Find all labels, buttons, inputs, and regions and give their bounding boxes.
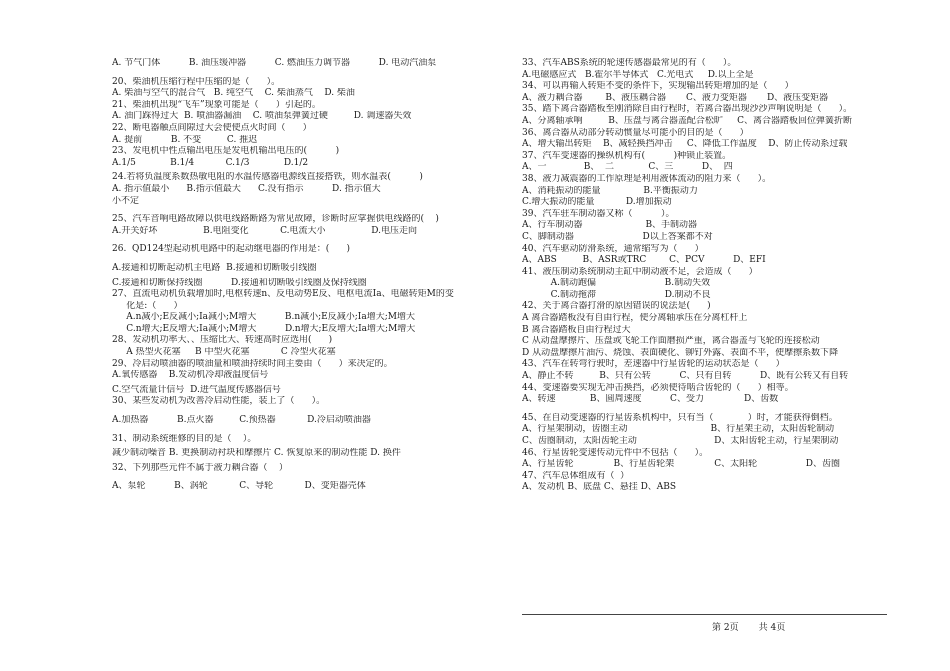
text-line: A.电磁感应式 B.霍尔半导体式 C.光电式 D.以上全是: [522, 69, 754, 80]
text-line: A.n减小;E反减小;Ia减小;M增大 B.n减小;E反减小;Ia增大;M增大: [112, 312, 415, 323]
text-line: 47、汽车总体组成有（ ）: [522, 470, 630, 481]
text-line: A.加热器 B.点火器 C.预热器 D.冷启动喷油器: [112, 415, 371, 426]
text-line: 41、液压制动系统制动主缸中制动液不足，会造成（ ）: [522, 266, 758, 277]
text-line: 44、变速器要实现无冲击换挡，必须使待啮合齿轮的（ ）相等。: [522, 382, 794, 393]
text-line: A、行星齿轮 B、行星齿轮架 C、太阳轮 D、齿圈: [522, 459, 840, 470]
text-line: A.接通和切断起动机主电路 B.接通和切断吸引线圈: [112, 262, 317, 273]
text-line: A. 柴油与空气的混合气 B. 纯空气 C. 柴油蒸气 D. 柴油: [112, 88, 355, 99]
text-line: 28、发动机功率大、、压缩比大、转速高时应选用( ): [112, 335, 333, 346]
text-line: 20、柴油机压缩行程中压缩的是（ ）。: [112, 76, 281, 87]
text-line: 34、可以再输入转矩不变的条件下，实现输出转矩增加的是（ ）: [522, 81, 794, 92]
text-line: C、齿圈制动，太阳齿轮主动 D、太阳齿轮主动，行星架制动: [522, 436, 839, 446]
left-column: [112, 58, 482, 493]
text-line: 29、冷启动喷油器的喷油量和喷油持续时间主要由（ ）来决定的。: [112, 358, 393, 369]
text-line: 24.若将负温度系数热敏电阻的水温传感器电源线直接搭铁，则水温表( ): [112, 172, 423, 183]
text-line: A、增大输出转矩 B、减轻换挡冲击 C、降低工作温度 D、防止传动系过载: [522, 139, 848, 150]
text-line: 42、关于离合器打滑的原因错误的说法是( ): [522, 301, 711, 312]
text-line: C.制动拖滞 D.制动不良: [522, 289, 711, 300]
text-line: 46、行星齿轮变速传动元件中不包括（ ）。: [522, 447, 709, 458]
text-line: A、ABS B、ASR或TRC C、PCV D、EFI: [522, 255, 766, 266]
text-line: 40、汽车驱动防滑系统，通常缩写为（ ）: [522, 243, 704, 254]
text-line: C.增大振动的能量 D.增加振动: [522, 197, 672, 208]
text-line: 23、发电机中性点输出电压是发电机输出电压的( ): [112, 146, 340, 157]
text-line: A. 油门踩得过大 B. 喷油器漏油 C. 喷油泵弹簧过硬 D. 调速器失效: [112, 111, 412, 122]
text-line: 减少制动噪音 B. 更换制动衬块和摩擦片 C. 恢复原来的制动性能 D. 换件: [112, 448, 401, 459]
text-line: 45、在自动变速器的行星齿系机构中，只有当（ ）时，才能获得倒档。: [522, 412, 838, 423]
text-line: C.接通和切断保持线圈 D.接通和切断吸引线圈及保持线圈: [112, 277, 367, 288]
text-line: C.n增大;E反增大;Ia减小;M增大 D.n增大;E反增大;Ia增大;M增大: [112, 323, 416, 334]
text-line: 30、某些发动机为改善冷启动性能，装上了（ ）。: [112, 396, 326, 407]
text-line: 39、汽车驻车制动器又称（ ）。: [522, 208, 675, 219]
text-line: B 离合器踏板自由行程过大: [522, 324, 631, 335]
text-line: A. 指示值最小 B.指示值最大 C.没有指示 D. 指示值大: [112, 183, 381, 194]
footer-rule: [522, 614, 887, 615]
text-line: A、行星架制动，齿圈主动 B、行星架主动，太阳齿轮制动: [522, 424, 835, 435]
text-line: A.开关好坏 B.电阻变化 C.电流大小 D.电压走向: [112, 225, 418, 236]
text-line: 25、汽车音响电路故障以供电线路断路为常见故障，诊断时应掌握供电线路的( ): [112, 214, 439, 225]
text-line: A.制动跑偏 B.制动失效: [522, 278, 711, 289]
text-line: D 从动盘摩擦片油污、烧蚀、表面硬化、铆钉外露、表面不平，使摩擦系数下降: [522, 347, 839, 358]
text-line: 36、离合器从动部分转动惯量尽可能小的目的是（ ）: [522, 127, 749, 138]
text-line: A 热型火花塞 B 中型火花塞 C 冷型火花塞: [112, 347, 336, 358]
text-line: A.氧传感器 B.发动机冷却液温度信号: [112, 370, 269, 381]
text-line: 26. QD124型起动机电路中的起动继电器的作用是：( ): [112, 244, 350, 255]
text-line: A、发动机 B、底盘 C、悬挂 D、ABS: [522, 482, 677, 493]
text-line: A.1/5 B.1/4 C.1/3 D.1/2: [112, 157, 309, 168]
text-line: 21、柴油机出现“飞车”现象可能是（ ）引起的。: [112, 99, 321, 110]
text-line: 35、踏下离合器踏板至刚消除自由行程时，若离合器出现沙沙声响说明是（ ）。: [522, 104, 853, 115]
right-column: [522, 58, 897, 494]
text-line: A、一 B、 二 C、三 D、 四: [522, 162, 733, 173]
text-line: A、泵轮 B、涡轮 C、导轮 D、变矩器壳体: [112, 481, 366, 492]
text-line: 38、液力减震器的工作原理是利用液体流动的阻力来（ ）。: [522, 173, 772, 184]
text-line: A、静止不转 B、只有公转 C、只有自转 D、既有公转又有自转: [522, 371, 849, 382]
text-line: 32、下列那些元件不属于液力耦合器（ ）: [112, 462, 288, 473]
text-line: 小不定: [112, 195, 140, 206]
text-line: 43、汽车在转弯行驶时，差速器中行星齿轮的运动状态是（ ）: [522, 359, 785, 370]
text-line: C.空气流量计信号 D.进气温度传感器信号: [112, 384, 281, 395]
text-line: A、液力耦合器 B、液压耦合器 C、液力变矩器 D、液压变矩器: [522, 92, 829, 103]
text-line: 27、直流电动机负载增加时,电枢转速n、反电动势E反、电枢电流Ia、电磁转矩M的变: [112, 289, 454, 300]
text-line: A 离合器踏板没有自由行程，使分离轴承压在分离杠杆上: [522, 313, 748, 324]
text-line: A、行车制动器 B、手制动器: [522, 220, 698, 231]
text-line: 33、汽车ABS系统的轮速传感器最常见的有（ ）。: [522, 58, 737, 68]
text-line: A、转速 B、圆周速度 C、受力 D、齿数: [522, 394, 779, 405]
text-line: 31、制动系统维修的目的是（ ）。: [112, 433, 257, 444]
text-line: C 从动盘摩擦片、压盘或飞轮工作面磨损严重，离合器盖与飞轮的连接松动: [522, 336, 820, 347]
text-line: A、分离轴承响 B、压盘与离合器盖配合松旷 C、离合器踏板回位弹簧折断: [522, 115, 853, 126]
text-line: 37、汽车变速器的操纵机构有( )种锁止装置。: [522, 150, 732, 161]
text-line: 化是:（ ）: [112, 300, 183, 311]
text-line: A、消耗振动的能量 B.平衡振动力: [522, 185, 698, 196]
text-line: C、脚制动器 D以上答案都不对: [522, 231, 713, 242]
page-footer: 第 2页 共 4页: [712, 623, 786, 633]
text-line: 22、断电器触点间隙过大会使使点火时间（ ）: [112, 122, 312, 133]
text-line: A. 提前 B. 不变 C. 推迟: [112, 134, 258, 145]
text-line: A. 节气门体 B. 油压缓冲器 C. 燃油压力调节器 D. 电动汽油泵: [112, 58, 437, 68]
